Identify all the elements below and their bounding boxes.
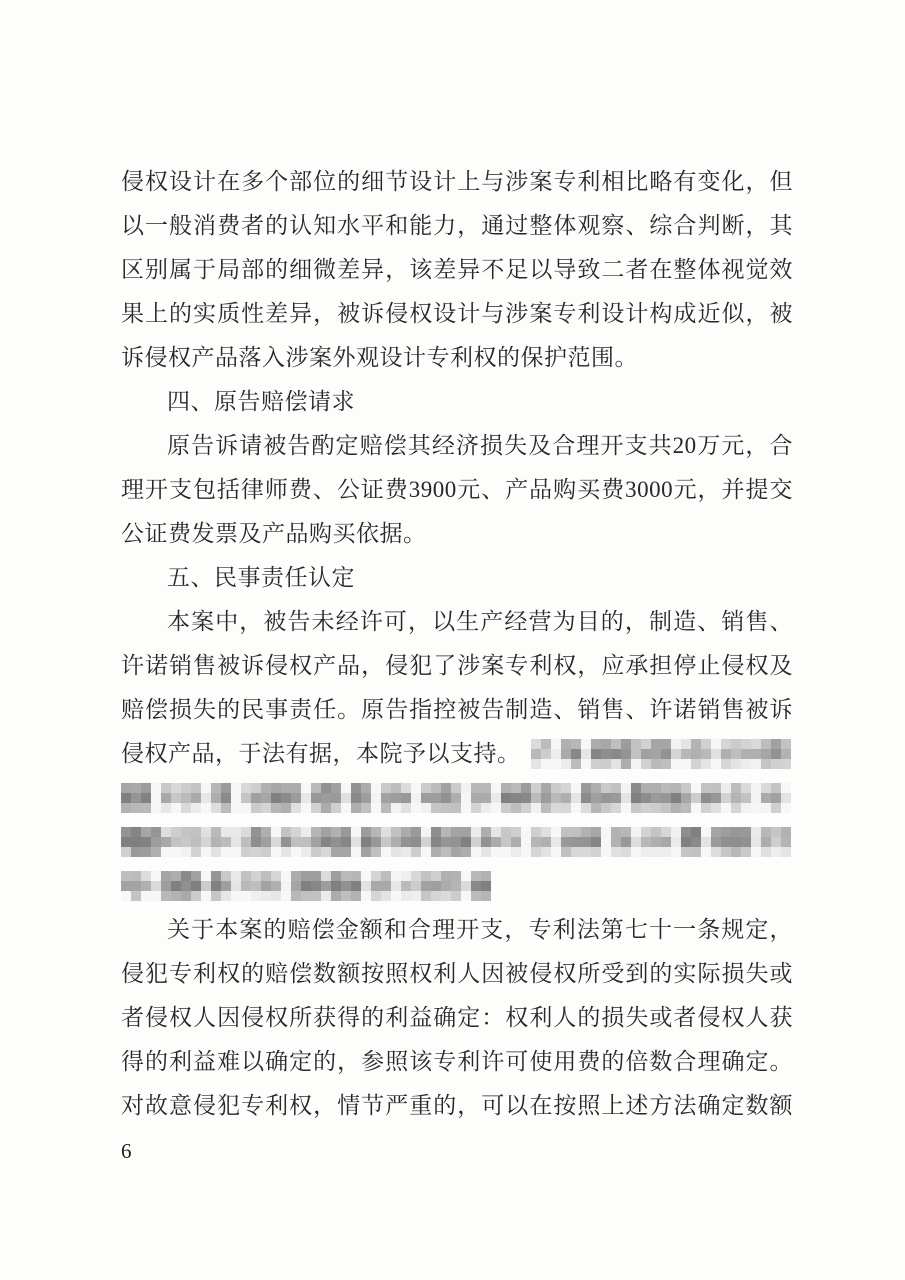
section-heading: 五、民事责任认定 <box>167 565 355 590</box>
document-line: 侵权设计在多个部位的细节设计上与涉案专利相比略有变化，但 <box>121 169 793 194</box>
redacted-line <box>121 820 793 864</box>
document-line: 关于本案的赔偿金额和合理开支，专利法第七十一条规定， <box>167 917 793 942</box>
document-line: 公证费发票及产品购买依据。 <box>121 521 427 546</box>
page-number: 6 <box>121 1139 132 1163</box>
redacted-text-block <box>121 827 793 857</box>
document-line: 原告诉请被告酌定赔偿其经济损失及合理开支共20万元，合 <box>167 433 793 458</box>
document-line: 许诺销售被诉侵权产品，侵犯了涉案专利权，应承担停止侵权及 <box>121 653 793 678</box>
document-line <box>121 732 793 776</box>
redacted-line <box>121 776 793 820</box>
document-body <box>121 160 793 1128</box>
line-text: 侵权产品，于法有据，本院予以支持。 <box>121 741 521 766</box>
document-line: 赔偿损失的民事责任。原告指控被告制造、销售、许诺销售被诉 <box>121 697 793 722</box>
document-line: 对故意侵犯专利权，情节严重的，可以在按照上述方法确定数额 <box>121 1093 793 1118</box>
redacted-text-block <box>121 783 793 813</box>
redacted-text-block <box>531 739 794 769</box>
redacted-line <box>121 864 793 908</box>
document-line: 果上的实质性差异，被诉侵权设计与涉案专利设计构成近似，被 <box>121 301 793 326</box>
document-line: 侵犯专利权的赔偿数额按照权利人因被侵权所受到的实际损失或 <box>121 961 793 986</box>
document-line: 本案中，被告未经许可，以生产经营为目的，制造、销售、 <box>167 609 793 634</box>
document-line: 得的利益难以确定的，参照该专利许可使用费的倍数合理确定。 <box>121 1049 793 1074</box>
section-heading: 四、原告赔偿请求 <box>167 389 355 414</box>
document-line: 诉侵权产品落入涉案外观设计专利权的保护范围。 <box>121 345 638 370</box>
redacted-text-block <box>121 871 491 901</box>
document-line: 者侵权人因侵权所获得的利益确定：权利人的损失或者侵权人获 <box>121 1005 793 1030</box>
document-line: 以一般消费者的认知水平和能力，通过整体观察、综合判断，其 <box>121 213 793 238</box>
document-line: 区别属于局部的细微差异，该差异不足以导致二者在整体视觉效 <box>121 257 793 282</box>
document-line: 理开支包括律师费、公证费3900元、产品购买费3000元，并提交 <box>121 477 793 502</box>
